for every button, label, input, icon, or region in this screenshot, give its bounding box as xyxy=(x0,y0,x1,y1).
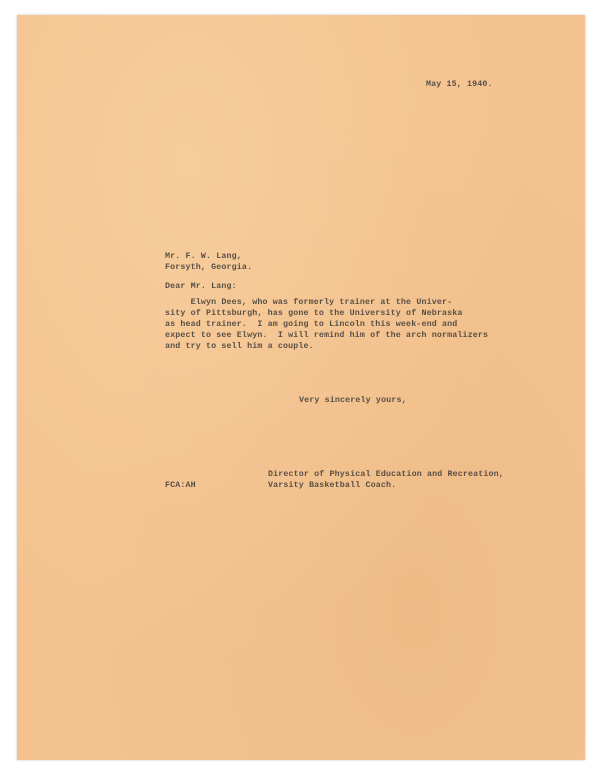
body-line: Elwyn Dees, who was formerly trainer at the Univer- xyxy=(165,298,453,307)
recipient-location-line: Forsyth, Georgia. xyxy=(165,263,253,272)
complimentary-close: Very sincerely yours, xyxy=(299,396,407,405)
recipient-address xyxy=(165,251,252,273)
letter-page xyxy=(17,15,585,760)
body-line: expect to see Elwyn. I will remind him of the arch normalizers xyxy=(165,331,489,340)
recipient-name-line: Mr. F. W. Lang, xyxy=(165,252,242,261)
signature-title-line: Varsity Basketball Coach. xyxy=(268,481,397,490)
letter-body xyxy=(165,297,488,352)
body-line: sity of Pittsburgh, has gone to the University of Nebraska xyxy=(165,309,463,318)
body-line: as head trainer. I am going to Lincoln this week-end and xyxy=(165,320,458,329)
body-line: and try to sell him a couple. xyxy=(165,342,314,351)
reference-initials: FCA:AH xyxy=(165,481,196,490)
letter-date: May 15, 1940. xyxy=(426,80,493,89)
signature-title-line: Director of Physical Education and Recreation, xyxy=(268,470,504,479)
salutation: Dear Mr. Lang: xyxy=(165,282,237,291)
signature-block xyxy=(268,469,504,491)
